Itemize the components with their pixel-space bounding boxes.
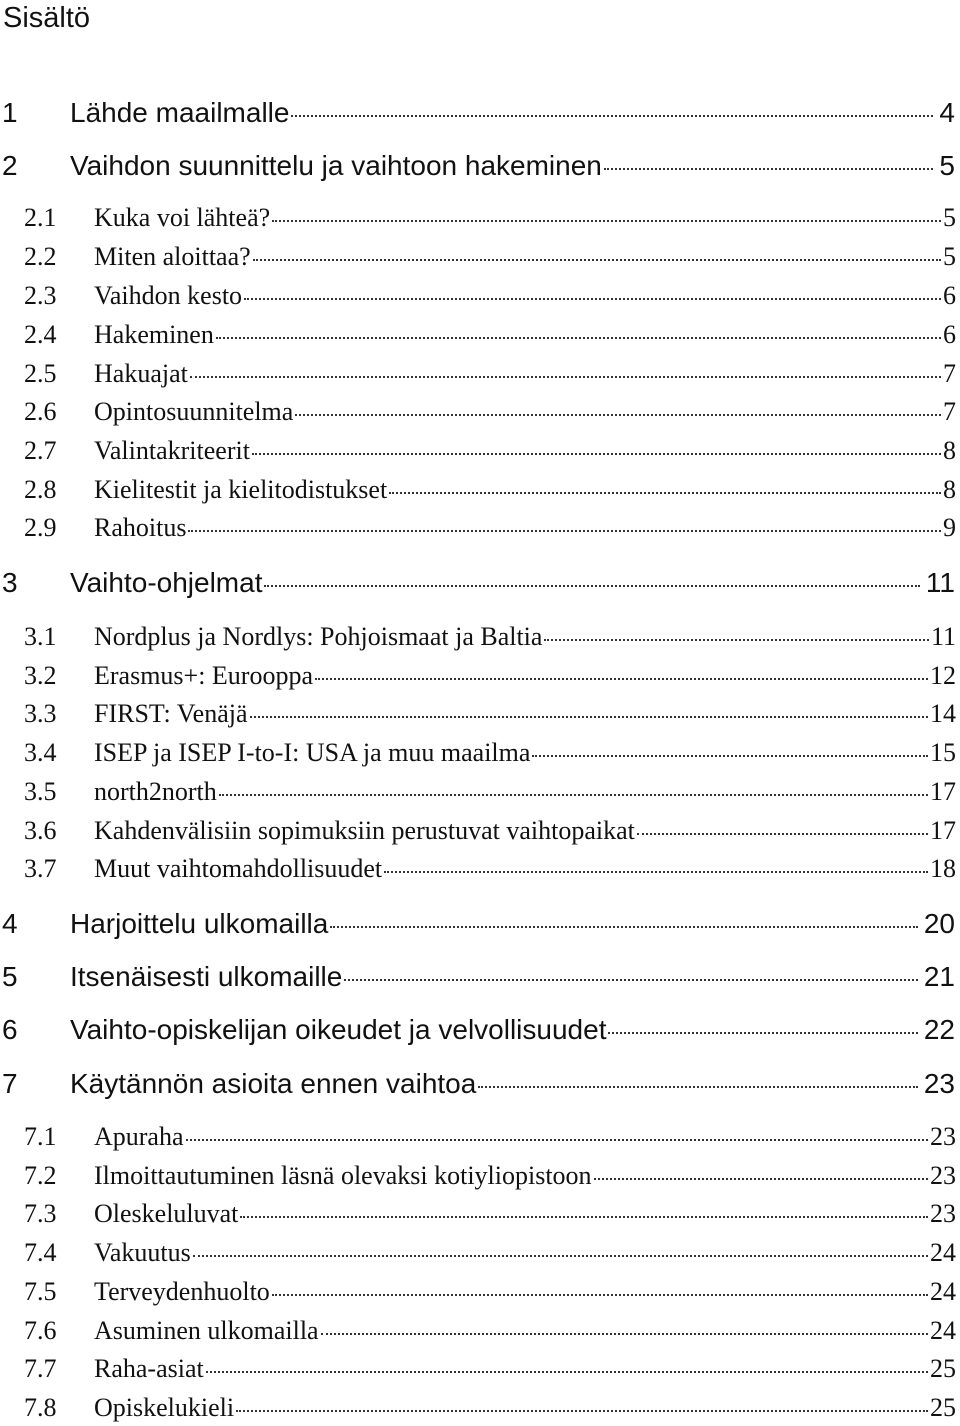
entry-label: Vakuutus xyxy=(94,1238,191,1267)
dot-leader xyxy=(272,194,941,222)
entry-page-number: 14 xyxy=(930,699,956,728)
entry-label: Erasmus+: Eurooppa xyxy=(94,661,314,690)
entry-label: Vaihdon suunnittelu ja vaihtoon hakeminen xyxy=(70,150,602,181)
toc-section-entry[interactable] xyxy=(0,315,960,349)
entry-page-number: 25 xyxy=(930,1354,956,1383)
entry-number: 3.6 xyxy=(24,816,57,845)
dot-leader xyxy=(532,729,928,757)
entry-label: Kahdenvälisiin sopimuksiin perustuvat vaihtopaikat xyxy=(94,816,635,845)
toc-section-entry[interactable] xyxy=(0,1311,960,1345)
entry-number: 7.1 xyxy=(24,1122,57,1151)
entry-number: 2.3 xyxy=(24,281,57,310)
entry-label: Terveydenhuolto xyxy=(94,1277,270,1306)
toc-section-entry[interactable] xyxy=(0,1272,960,1306)
toc-section-entry[interactable] xyxy=(0,470,960,504)
entry-page-number: 23 xyxy=(930,1161,956,1190)
toc-section-entry[interactable] xyxy=(0,276,960,310)
entry-page-number: 21 xyxy=(923,961,955,992)
entry-number: 1 xyxy=(2,97,18,128)
entry-page-number: 12 xyxy=(930,661,956,690)
toc-section-entry[interactable] xyxy=(0,1156,960,1190)
entry-page-number: 23 xyxy=(923,1068,955,1099)
dot-leader xyxy=(478,1058,918,1088)
dot-leader xyxy=(272,1268,928,1296)
toc-section-entry[interactable] xyxy=(0,811,960,845)
dot-leader xyxy=(188,504,941,532)
entry-label: Miten aloittaa? xyxy=(94,242,251,271)
entry-number: 7.4 xyxy=(24,1238,57,1267)
dot-leader xyxy=(244,272,941,300)
entry-number: 3 xyxy=(2,567,18,598)
entry-number: 3.1 xyxy=(24,622,57,651)
entry-label: Opintosuunnitelma xyxy=(94,397,294,426)
entry-label: north2north xyxy=(94,777,217,806)
entry-label: Valintakriteerit xyxy=(94,436,250,465)
toc-chapter-entry[interactable] xyxy=(0,1009,960,1047)
entry-number: 7.2 xyxy=(24,1161,57,1190)
entry-label: ISEP ja ISEP I-to-I: USA ja muu maailma xyxy=(94,738,531,767)
entry-page-number: 24 xyxy=(930,1316,956,1345)
toc-section-entry[interactable] xyxy=(0,694,960,728)
toc-section-entry[interactable] xyxy=(0,508,960,542)
dot-leader xyxy=(384,845,928,873)
entry-number: 7.5 xyxy=(24,1277,57,1306)
entry-page-number: 5 xyxy=(943,203,956,232)
dot-leader xyxy=(252,427,941,455)
dot-leader xyxy=(250,690,929,718)
toc-section-entry[interactable] xyxy=(0,772,960,806)
entry-page-number: 18 xyxy=(930,854,956,883)
entry-page-number: 4 xyxy=(939,97,955,128)
dot-leader xyxy=(253,233,941,261)
entry-number: 7 xyxy=(2,1068,18,1099)
entry-label: Nordplus ja Nordlys: Pohjoismaat ja Baltia xyxy=(94,622,543,651)
toc-section-entry[interactable] xyxy=(0,392,960,426)
toc-section-entry[interactable] xyxy=(0,431,960,465)
entry-label: Ilmoittautuminen läsnä olevaksi kotiyliopistoon xyxy=(94,1161,592,1190)
dot-leader xyxy=(219,768,928,796)
toc-section-entry[interactable] xyxy=(0,656,960,690)
toc-section-entry[interactable] xyxy=(0,1117,960,1151)
entry-label: Asuminen ulkomailla xyxy=(94,1316,319,1345)
dot-leader xyxy=(321,1307,928,1335)
entry-label: Harjoittelu ulkomailla xyxy=(70,908,329,939)
entry-label: Vaihto-opiskelijan oikeudet ja velvollisuudet xyxy=(70,1014,607,1045)
toc-section-entry[interactable] xyxy=(0,237,960,271)
dot-leader xyxy=(344,951,918,981)
toc-section-entry[interactable] xyxy=(0,1194,960,1228)
entry-label: Raha-asiat xyxy=(94,1354,204,1383)
entry-number: 2.8 xyxy=(24,475,57,504)
entry-number: 3.5 xyxy=(24,777,57,806)
entry-page-number: 23 xyxy=(930,1199,956,1228)
entry-page-number: 23 xyxy=(930,1122,956,1151)
dot-leader xyxy=(315,652,928,680)
toc-section-entry[interactable] xyxy=(0,198,960,232)
entry-number: 2.2 xyxy=(24,242,57,271)
toc-chapter-entry[interactable] xyxy=(0,145,960,183)
entry-page-number: 15 xyxy=(930,738,956,767)
entry-page-number: 7 xyxy=(943,359,956,388)
toc-section-entry[interactable] xyxy=(0,849,960,883)
toc-section-entry[interactable] xyxy=(0,733,960,767)
entry-number: 2.1 xyxy=(24,203,57,232)
page-title: Sisältö xyxy=(3,2,91,34)
toc-chapter-entry[interactable] xyxy=(0,562,960,600)
dot-leader xyxy=(389,466,941,494)
dot-leader xyxy=(594,1152,928,1180)
entry-number: 2.6 xyxy=(24,397,57,426)
entry-number: 5 xyxy=(2,961,18,992)
dot-leader xyxy=(236,1384,928,1412)
entry-page-number: 11 xyxy=(925,567,955,598)
entry-number: 2 xyxy=(2,150,18,181)
toc-chapter-entry[interactable] xyxy=(0,1063,960,1101)
entry-label: Apuraha xyxy=(94,1122,184,1151)
entry-number: 7.8 xyxy=(24,1393,57,1422)
dot-leader xyxy=(193,1229,928,1257)
entry-label: Rahoitus xyxy=(94,513,187,542)
dot-leader xyxy=(240,1190,928,1218)
entry-page-number: 6 xyxy=(943,320,956,349)
entry-page-number: 17 xyxy=(930,816,956,845)
entry-number: 7.3 xyxy=(24,1199,57,1228)
entry-number: 7.6 xyxy=(24,1316,57,1345)
entry-number: 2.4 xyxy=(24,320,57,349)
entry-number: 3.7 xyxy=(24,854,57,883)
entry-page-number: 11 xyxy=(930,622,956,651)
entry-label: Oleskeluluvat xyxy=(94,1199,239,1228)
entry-label: Opiskelukieli xyxy=(94,1393,235,1422)
entry-number: 2.9 xyxy=(24,513,57,542)
entry-label: Hakeminen xyxy=(94,320,214,349)
dot-leader xyxy=(190,350,941,378)
entry-number: 2.7 xyxy=(24,436,57,465)
toc-section-entry[interactable] xyxy=(0,1233,960,1267)
entry-label: Kielitestit ja kielitodistukset xyxy=(94,475,388,504)
entry-number: 2.5 xyxy=(24,359,57,388)
toc-chapter-entry[interactable] xyxy=(0,92,960,130)
dot-leader xyxy=(291,87,933,117)
entry-number: 3.4 xyxy=(24,738,57,767)
entry-page-number: 7 xyxy=(943,397,956,426)
dot-leader xyxy=(216,311,941,339)
dot-leader xyxy=(264,557,919,587)
entry-label: Käytännön asioita ennen vaihtoa xyxy=(70,1068,477,1099)
entry-page-number: 9 xyxy=(943,513,956,542)
dot-leader xyxy=(637,807,928,835)
entry-page-number: 24 xyxy=(930,1238,956,1267)
entry-label: FIRST: Venäjä xyxy=(94,699,248,728)
toc-chapter-entry[interactable] xyxy=(0,956,960,994)
entry-number: 4 xyxy=(2,908,18,939)
entry-label: Vaihdon kesto xyxy=(94,281,243,310)
entry-page-number: 8 xyxy=(943,436,956,465)
entry-label: Lähde maailmalle xyxy=(70,97,290,128)
toc-section-entry[interactable] xyxy=(0,1349,960,1383)
entry-page-number: 22 xyxy=(923,1014,955,1045)
entry-label: Vaihto-ohjelmat xyxy=(70,567,263,598)
dot-leader xyxy=(604,140,934,170)
dot-leader xyxy=(608,1004,917,1034)
entry-label: Hakuajat xyxy=(94,359,188,388)
entry-label: Muut vaihtomahdollisuudet xyxy=(94,854,383,883)
dot-leader xyxy=(186,1113,928,1141)
dot-leader xyxy=(295,388,941,416)
entry-page-number: 20 xyxy=(923,908,955,939)
dot-leader xyxy=(206,1345,928,1373)
entry-page-number: 5 xyxy=(939,150,955,181)
toc-section-entry[interactable] xyxy=(0,1388,960,1422)
entry-label: Kuka voi lähteä? xyxy=(94,203,271,232)
entry-number: 6 xyxy=(2,1014,18,1045)
dot-leader xyxy=(330,898,918,928)
entry-page-number: 25 xyxy=(930,1393,956,1422)
entry-page-number: 6 xyxy=(943,281,956,310)
entry-number: 7.7 xyxy=(24,1354,57,1383)
dot-leader xyxy=(544,613,929,641)
entry-number: 3.3 xyxy=(24,699,57,728)
toc-section-entry[interactable] xyxy=(0,354,960,388)
entry-page-number: 5 xyxy=(943,242,956,271)
entry-page-number: 24 xyxy=(930,1277,956,1306)
toc-section-entry[interactable] xyxy=(0,617,960,651)
entry-page-number: 8 xyxy=(943,475,956,504)
entry-label: Itsenäisesti ulkomaille xyxy=(70,961,343,992)
entry-page-number: 17 xyxy=(930,777,956,806)
entry-number: 3.2 xyxy=(24,661,57,690)
toc-chapter-entry[interactable] xyxy=(0,903,960,941)
